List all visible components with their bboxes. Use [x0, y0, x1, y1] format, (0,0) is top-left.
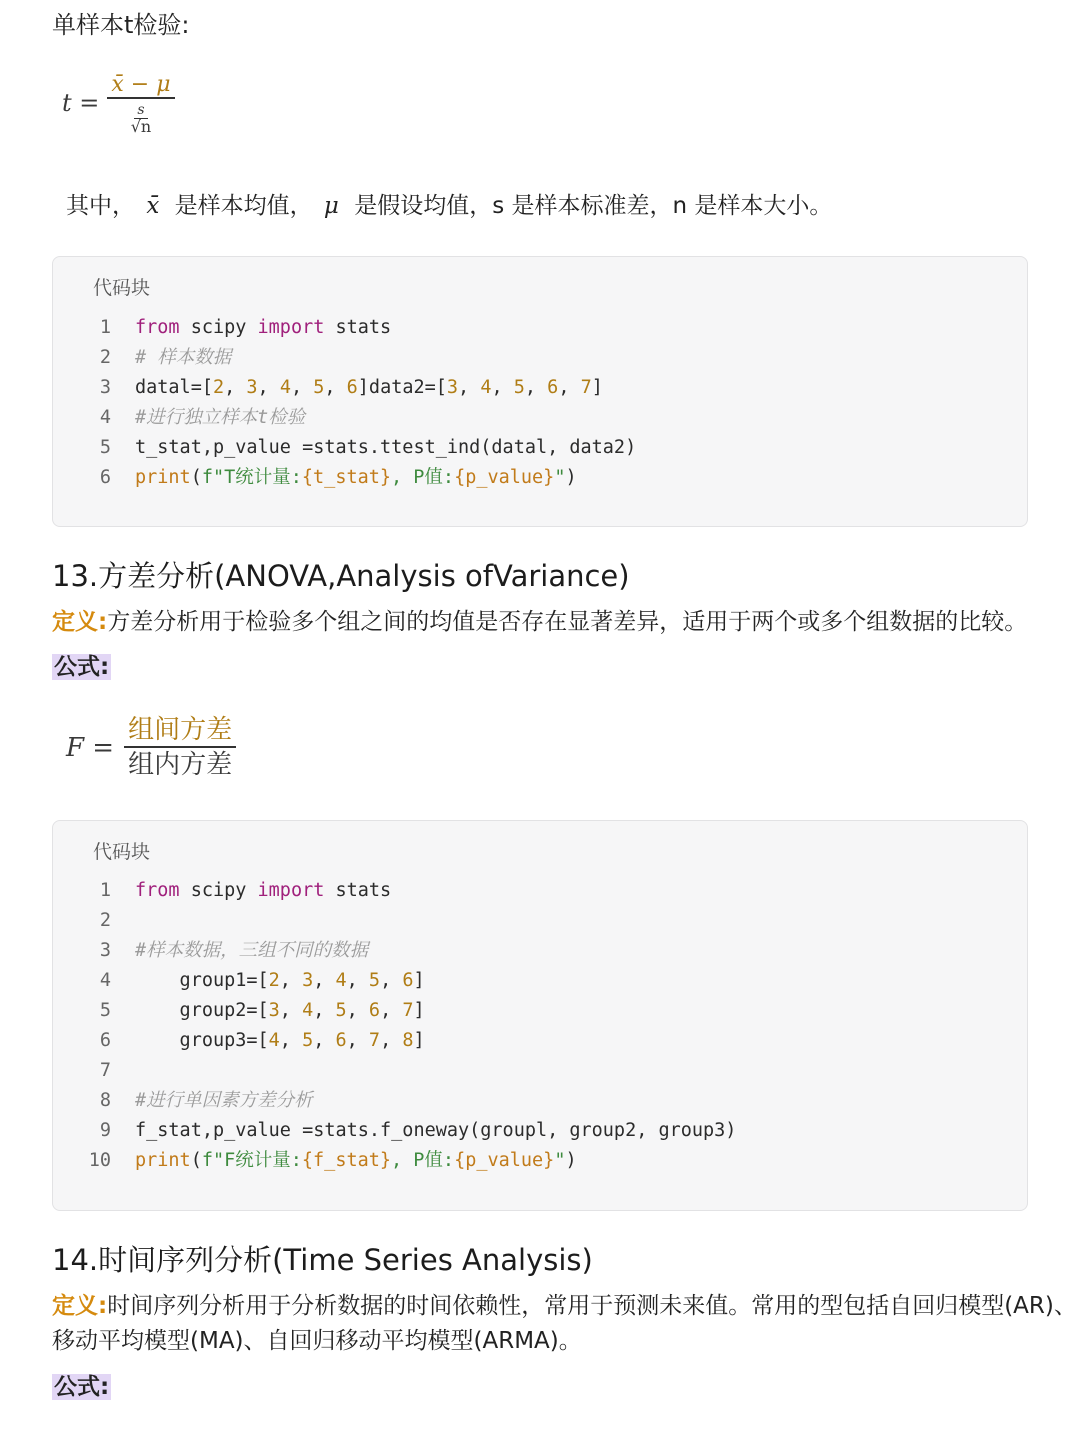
code-line: 4 #进行独立样本t检验 — [99, 407, 306, 428]
formula-lhs: t = — [62, 89, 100, 117]
code-line: 4 group1=[2, 3, 4, 5, 6] — [99, 970, 425, 991]
anova-formula-fraction — [124, 714, 236, 782]
definition-text-line1: 时间序列分析用于分析数据的时间依赖性，常用于预测未来值。常用的型包括自回归模型(AR)、 — [107, 1293, 1077, 1319]
section-14-formula-label — [52, 1370, 111, 1404]
section-14-definition-line2: 移动平均模型(MA)、自回归移动平均模型(ARMA)。 — [52, 1328, 582, 1354]
formula-numerator: x̄ − μ — [111, 72, 171, 97]
formula-fraction — [107, 72, 174, 134]
section-14-title: 14.时间序列分析(Time Series Analysis) — [52, 1243, 593, 1277]
code-block-2[interactable] — [52, 820, 1028, 1211]
section-13-definition — [52, 605, 1027, 639]
code-block-1[interactable] — [52, 256, 1028, 527]
code-line: 3 #样本数据，三组不同的数据 — [99, 940, 369, 961]
definition-label: 定义: — [52, 609, 108, 635]
anova-denominator: 组内方差 — [128, 750, 233, 780]
anova-formula — [66, 714, 236, 782]
anova-formula-lhs: F = — [66, 733, 115, 763]
code-block-label: 代码块 — [93, 841, 151, 863]
explanation-mu: μ — [323, 193, 339, 219]
code-line: 6 print(f"T统计量:{t_stat}, P值:{p_value}") — [99, 467, 577, 488]
section-13-formula-label — [52, 650, 111, 684]
intro-heading: 单样本t检验: — [52, 11, 190, 39]
definition-text: 方差分析用于检验多个组之间的均值是否存在显著差异，适用于两个或多个组数据的比较。 — [107, 609, 1028, 635]
formula-den-top: s — [137, 102, 145, 118]
code-line: 5 group2=[3, 4, 5, 6, 7] — [99, 1000, 425, 1021]
explanation-part2: 是样本均值， — [174, 193, 313, 219]
code-line: 7 — [99, 1060, 111, 1081]
t-test-formula — [62, 72, 175, 134]
code-line: 6 group3=[4, 5, 6, 7, 8] — [99, 1030, 425, 1051]
code-line: 2 # 样本数据 — [99, 347, 232, 368]
code-line: 2 — [99, 910, 111, 931]
formula-explanation — [66, 189, 832, 223]
section-14-definition — [52, 1289, 1077, 1323]
code-line: 5 t_stat,p_value =stats.ttest_ind(datal, data2) — [99, 437, 637, 458]
explanation-part3: 是假设均值，s 是样本标准差，n 是样本大小。 — [354, 193, 833, 219]
definition-label: 定义: — [52, 1293, 108, 1319]
formula-label: 公式: — [54, 654, 110, 680]
formula-den-bottom: √n — [130, 117, 152, 136]
code-line: 9 f_stat,p_value =stats.f_oneway(groupl, group2, group3) — [99, 1120, 737, 1141]
formula-label: 公式: — [54, 1374, 110, 1400]
code-line: 10 print(f"F统计量:{f_stat}, P值:{p_value}") — [88, 1150, 577, 1171]
code-block-label: 代码块 — [93, 277, 151, 299]
code-line: 1 from scipy import stats — [99, 880, 392, 901]
explanation-part1: 其中， — [66, 193, 135, 219]
explanation-xbar: x̄ — [146, 193, 160, 219]
code-line: 1 from scipy import stats — [99, 317, 392, 338]
section-13-title: 13.方差分析(ANOVA,Analysis ofVariance) — [52, 559, 630, 593]
code-line: 3 datal=[2, 3, 4, 5, 6]data2=[3, 4, 5, 6, 7] — [99, 377, 603, 398]
anova-numerator: 组间方差 — [128, 715, 233, 745]
code-line: 8 #进行单因素方差分析 — [99, 1090, 313, 1111]
